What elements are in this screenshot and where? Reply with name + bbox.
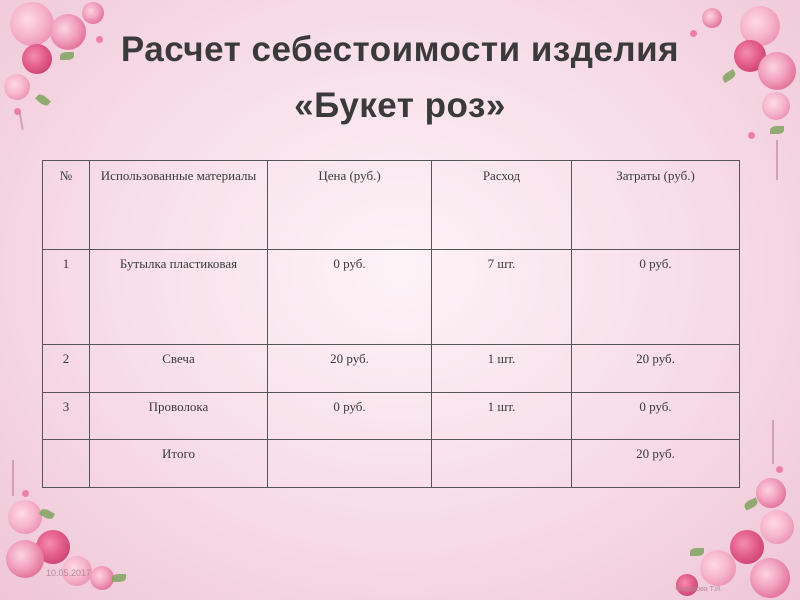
cell-consumption: 7 шт. bbox=[432, 250, 572, 344]
cell-price bbox=[268, 440, 432, 488]
header-materials: Использованные материалы bbox=[90, 161, 268, 250]
cell-consumption: 1 шт. bbox=[432, 392, 572, 440]
cell-consumption bbox=[432, 440, 572, 488]
header-cost: Затраты (руб.) bbox=[572, 161, 740, 250]
table-total-row bbox=[43, 440, 740, 488]
cell-consumption: 1 шт. bbox=[432, 344, 572, 392]
cell-material: Бутылка пластиковая bbox=[90, 250, 268, 344]
table-row bbox=[43, 392, 740, 440]
header-consumption: Расход bbox=[432, 161, 572, 250]
cell-price: 0 руб. bbox=[268, 392, 432, 440]
table-row bbox=[43, 250, 740, 344]
cell-cost: 0 руб. bbox=[572, 392, 740, 440]
header-number: № bbox=[43, 161, 90, 250]
cell-number: 3 bbox=[43, 392, 90, 440]
page-title bbox=[0, 22, 800, 134]
cell-total-cost: 20 руб. bbox=[572, 440, 740, 488]
cell-cost: 0 руб. bbox=[572, 250, 740, 344]
cell-number: 2 bbox=[43, 344, 90, 392]
cell-number: 1 bbox=[43, 250, 90, 344]
cell-number bbox=[43, 440, 90, 488]
cell-material: Итого bbox=[90, 440, 268, 488]
cell-price: 20 руб. bbox=[268, 344, 432, 392]
page-title-line-2: «Букет роз» bbox=[294, 86, 506, 125]
header-price: Цена (руб.) bbox=[268, 161, 432, 250]
footer-date: 10.05.2017 bbox=[46, 568, 92, 578]
cell-price: 0 руб. bbox=[268, 250, 432, 344]
table-header-row bbox=[43, 161, 740, 250]
cell-cost: 20 руб. bbox=[572, 344, 740, 392]
cell-material: Свеча bbox=[90, 344, 268, 392]
table-row bbox=[43, 344, 740, 392]
footer-author: Федорова Т.И. bbox=[675, 586, 722, 593]
cost-table bbox=[42, 160, 740, 488]
cell-material: Проволока bbox=[90, 392, 268, 440]
page-title-line-1: Расчет себестоимости изделия bbox=[120, 30, 680, 69]
